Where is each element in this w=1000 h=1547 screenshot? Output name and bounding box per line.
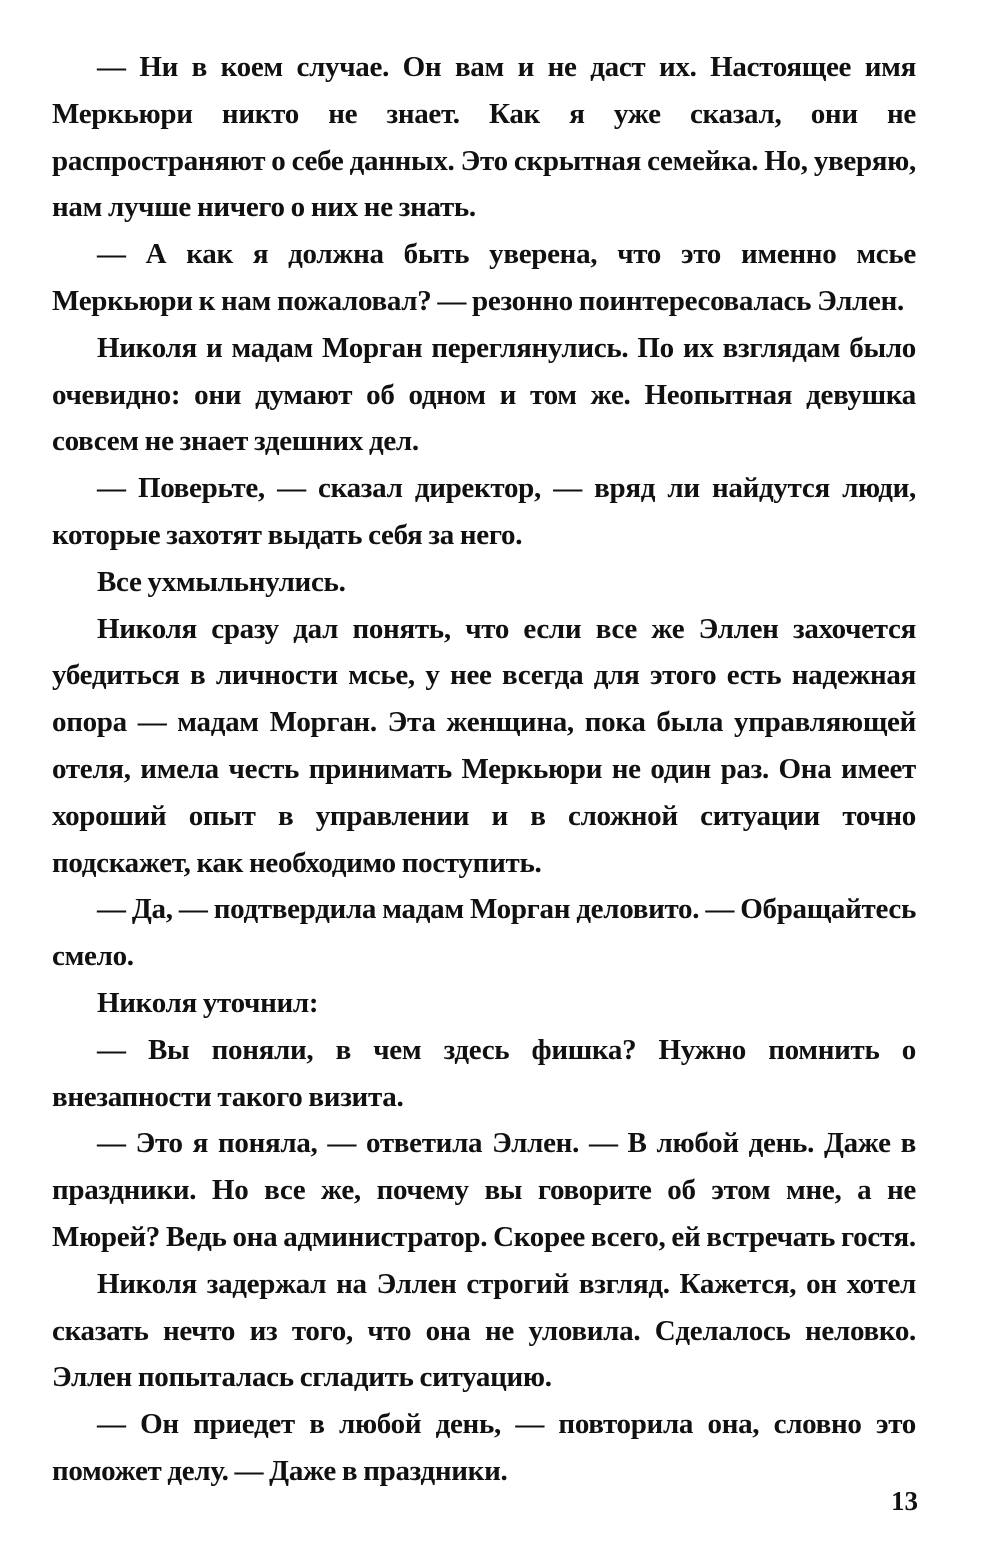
paragraph-5: Все ухмыльнулись. [97,565,346,598]
paragraph-8: Николя уточнил: [97,986,319,1019]
paragraph-10: — Это я поняла, — ответила Эллен. — В любой день. Даже в праздники. Но все же, почему вы говорите об этом мне, а не Мюрей? Ведь она администратор. Скорее всего, ей встречать гостя. [52,1127,916,1253]
paragraph-1: — Ни в коем случае. Он вам и не даст их. Настоящее имя Меркьюри никто не знает. Как я уже сказал, они не распространяют о себе данных. Это скрытная семейка. Но, уверяю, нам лучше ничего о них не знать. [52,51,916,224]
page-number: 13 [891,1486,918,1516]
paragraph-4: — Поверьте, — сказал директор, — вряд ли найдутся люди, которые захотят выдать себя за него. [52,472,916,551]
paragraph-9: — Вы поняли, в чем здесь фишка? Нужно помнить о внезапности такого визита. [52,1033,916,1113]
paragraph-7: — Да, — подтвердила мадам Морган деловито. — Обращайтесь смело. [52,893,916,973]
paragraph-6: Николя сразу дал понять, что если все же Эллен захочется убедиться в личности мсье, у нее всегда для этого есть надежная опора — мадам Морган. Эта женщина, пока была управляющей отеля, имела честь принимать Меркьюри не один раз. Она имеет хороший опыт в управлении и в сложной ситуации точно подскажет, как необходимо поступить. [52,612,916,879]
text-body [52,44,916,1495]
paragraph-11: Николя задержал на Эллен строгий взгляд. Кажется, он хотел сказать нечто из того, что она не уловила. Сделалось неловко. Эллен попыталась сгладить ситуацию. [52,1267,916,1394]
paragraph-3: Николя и мадам Морган переглянулись. По их взглядам было очевидно: они думают об одном и том же. Неопытная девушка совсем не знает здешних дел. [52,331,916,458]
paragraph-2: — А как я должна быть уверена, что это именно мсье Меркьюри к нам пожаловал? — резонно поинтересовалась Эллен. [52,238,916,317]
paragraph-12: — Он приедет в любой день, — повторила она, словно это поможет делу. — Даже в праздники. [52,1408,916,1487]
